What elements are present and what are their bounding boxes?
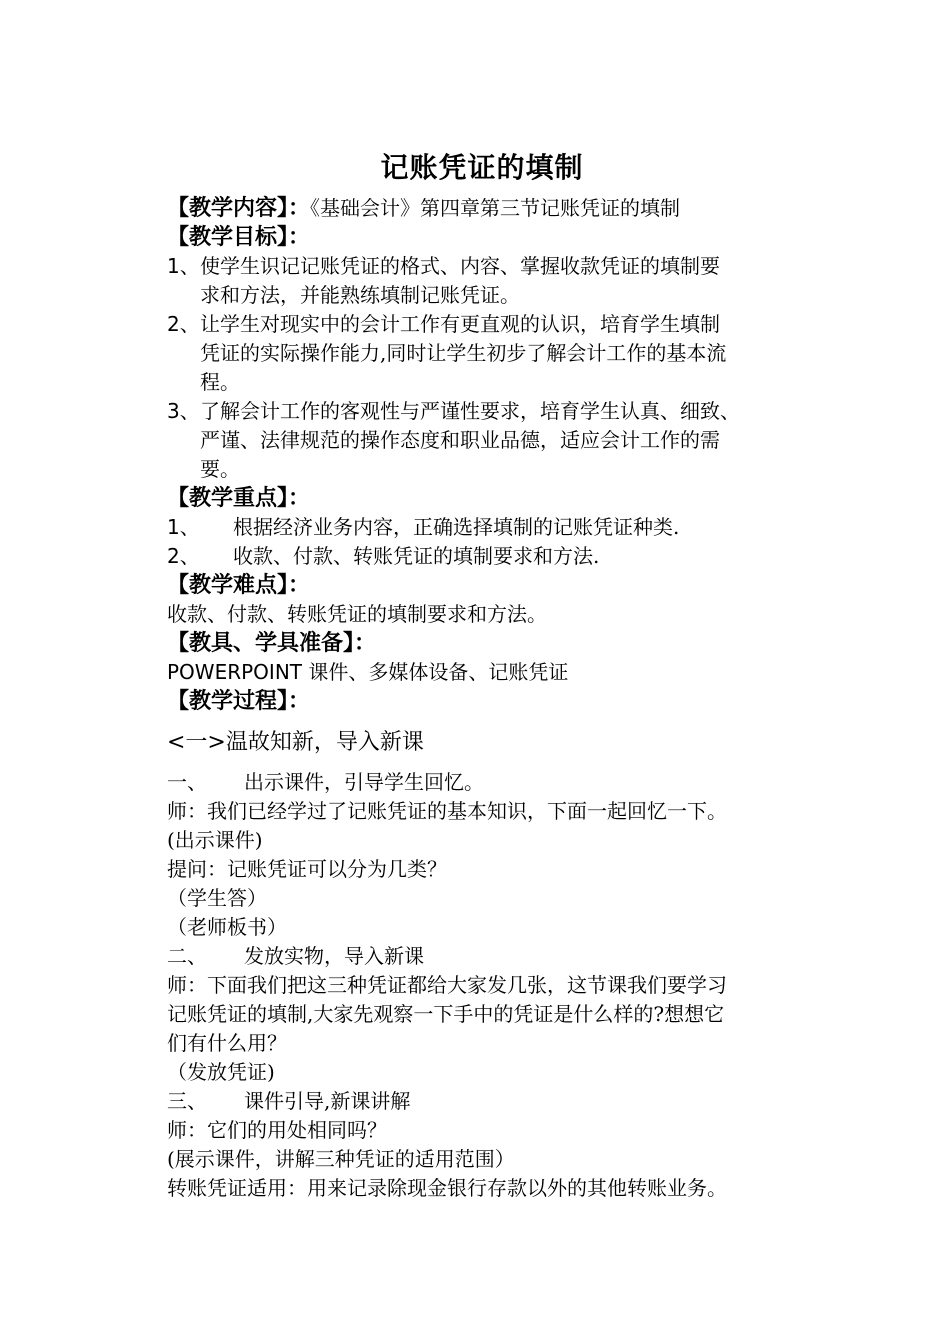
process-text-line: 师：我们已经学过了记账凭证的基本知识，下面一起回忆一下。 xyxy=(167,799,727,823)
objective-number-3: 3、 xyxy=(167,399,200,423)
process-text-line: 转账凭证适用：用来记录除现金银行存款以外的其他转账业务。 xyxy=(167,1176,727,1200)
process-text-line: 记账凭证的填制,大家先观察一下手中的凭证是什么样的?想想它 xyxy=(167,1002,725,1026)
process-step-text: 发放实物，导入新课 xyxy=(244,944,424,968)
document-page xyxy=(167,148,797,1203)
key-point-item-1 xyxy=(167,513,797,542)
objectives-heading: 【教学目标】： xyxy=(167,225,311,250)
process-step-item xyxy=(167,1087,797,1116)
process-text-line: （老师板书） xyxy=(167,915,287,939)
key-point-number-2: 2、 xyxy=(167,544,200,568)
objective-text-3a: 了解会计工作的客观性与严谨性要求，培育学生认真、细致、 xyxy=(200,399,740,423)
objective-text-1b: 求和方法，并能熟练填制记账凭证。 xyxy=(200,283,520,307)
key-point-item-2 xyxy=(167,542,797,571)
process-step-text: 课件引导,新课讲解 xyxy=(244,1089,411,1113)
process-heading: 【教学过程】： xyxy=(167,689,311,714)
process-step-number: 二、 xyxy=(167,944,207,968)
difficulties-text: 收款、付款、转账凭证的填制要求和方法。 xyxy=(167,602,547,626)
teaching-content-text: 《基础会计》第四章第三节记账凭证的填制 xyxy=(310,196,681,220)
process-step-text: 出示课件，引导学生回忆。 xyxy=(244,770,484,794)
tools-text-latin: POWERPOINT xyxy=(167,660,302,684)
process-step-item xyxy=(167,942,797,971)
tools-text-cn: 课件、多媒体设备、记账凭证 xyxy=(302,660,569,684)
teaching-content-row xyxy=(167,194,797,223)
process-text-line: （发放凭证) xyxy=(167,1060,275,1084)
process-text-line: 师：它们的用处相同吗？ xyxy=(167,1118,387,1142)
objective-text-3b: 严谨、法律规范的操作态度和职业品德，适应会计工作的需 xyxy=(200,428,720,452)
process-text-line: （学生答） xyxy=(167,886,267,910)
key-points-heading: 【教学重点】： xyxy=(167,486,311,511)
objective-text-2a: 让学生对现实中的会计工作有更直观的认识，培育学生填制 xyxy=(200,312,720,336)
process-text-line: 们有什么用？ xyxy=(167,1031,287,1055)
key-point-number-1: 1、 xyxy=(167,515,200,539)
teaching-content-heading: 【教学内容】： xyxy=(167,196,311,221)
objective-text-3c: 要。 xyxy=(200,457,240,481)
process-text-line: 提问：记账凭证可以分为几类？ xyxy=(167,857,447,881)
objective-text-1a: 使学生识记记账凭证的格式、内容、掌握收款凭证的填制要 xyxy=(200,254,720,278)
objective-text-2c: 程。 xyxy=(200,370,240,394)
process-text-line: 师：下面我们把这三种凭证都给大家发几张，这节课我们要学习 xyxy=(167,973,727,997)
objective-item-2 xyxy=(167,310,797,397)
process-step-number: 一、 xyxy=(167,770,207,794)
objective-item-3 xyxy=(167,397,797,484)
objective-text-2b: 凭证的实际操作能力,同时让学生初步了解会计工作的基本流 xyxy=(200,341,727,365)
key-point-text-2: 收款、付款、转账凭证的填制要求和方法. xyxy=(233,544,600,568)
process-text-line: (出示课件) xyxy=(167,828,263,852)
process-step-number: 三、 xyxy=(167,1089,207,1113)
objective-item-1 xyxy=(167,252,797,310)
process-body xyxy=(167,768,797,1203)
difficulties-heading: 【教学难点】： xyxy=(167,573,311,598)
objective-number-1: 1、 xyxy=(167,254,200,278)
tools-text xyxy=(167,658,797,687)
process-section-title: <一>温故知新，导入新课 xyxy=(167,730,424,755)
tools-heading: 【教具、学具准备】： xyxy=(167,631,377,656)
objective-number-2: 2、 xyxy=(167,312,200,336)
process-step-item xyxy=(167,768,797,797)
document-title: 记账凭证的填制 xyxy=(380,151,584,184)
process-text-line: (展示课件，讲解三种凭证的适用范围） xyxy=(167,1147,515,1171)
key-point-text-1: 根据经济业务内容，正确选择填制的记账凭证种类. xyxy=(233,515,680,539)
